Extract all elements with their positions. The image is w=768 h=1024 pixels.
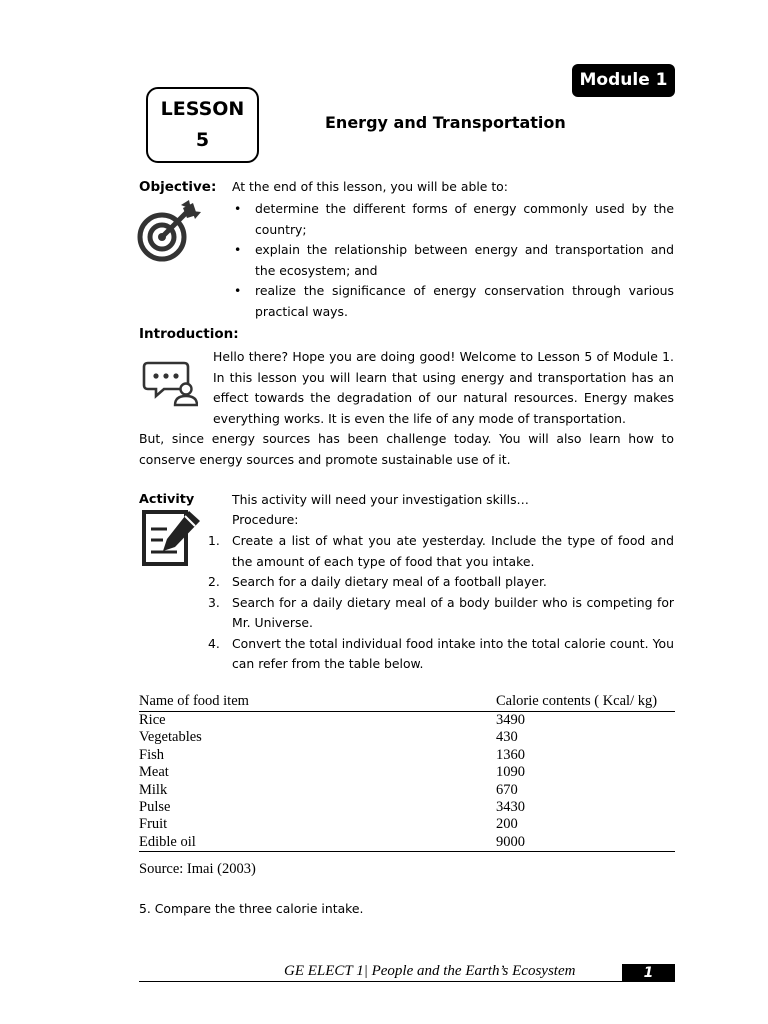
procedure-step: 2. Search for a daily dietary meal of a football player.	[208, 574, 547, 589]
table-cell: Pulse	[139, 799, 171, 816]
introduction-text-indented: Hello there? Hope you are doing good! Welcome to Lesson 5 of Module 1. In this lesson you will learn that using energy and transportation has an effect towards the degradation of our natural resources. Energy makes everything works. It is even the life of any mode of transportation.	[213, 349, 674, 426]
procedure-step-5: 5. Compare the three calorie intake.	[139, 901, 364, 916]
table-row	[139, 712, 675, 730]
table-header-cell: Calorie contents ( Kcal/ kg)	[496, 692, 675, 712]
table-cell: 9000	[496, 834, 675, 852]
lesson-label: LESSON	[160, 98, 245, 120]
table-header-cell: Name of food item	[139, 692, 496, 712]
activity-label: Activity	[139, 492, 195, 507]
table-cell: 1360	[496, 746, 525, 763]
table-cell: Milk	[139, 781, 168, 798]
objective-label: Objective:	[139, 179, 217, 195]
activity-intro: This activity will need your investigation skills…	[232, 492, 529, 507]
table-cell: 670	[496, 781, 518, 798]
table-source: Source: Imai (2003)	[139, 861, 256, 877]
footer-text: GE ELECT 1| People and the Earth’s Ecosystem	[284, 963, 576, 979]
lesson-number: 5	[195, 129, 210, 151]
procedure-step: 3. Search for a daily dietary meal of a body builder who is competing for Mr. Universe.	[208, 594, 674, 630]
table-header-row	[139, 692, 675, 712]
module-badge: Module 1	[572, 64, 675, 97]
table-row	[139, 782, 675, 799]
table-row	[139, 834, 675, 852]
table-row	[139, 764, 675, 781]
page-title: Energy and Transportation	[325, 113, 566, 132]
procedure-step: 1. Create a list of what you ate yesterday. Include the type of food and the amount of each type of food that you intake.	[208, 533, 674, 569]
objective-item: • realize the significance of energy conservation through various practical ways.	[232, 281, 674, 322]
introduction-label: Introduction:	[139, 326, 239, 342]
calorie-table	[139, 692, 675, 852]
chat-person-icon	[142, 361, 198, 407]
table-cell: Edible oil	[139, 834, 496, 852]
edit-document-icon	[141, 509, 203, 567]
table-cell: Rice	[139, 712, 166, 728]
objective-item: • explain the relationship between energy and transportation and the ecosystem; and	[232, 240, 674, 281]
objective-item: • determine the different forms of energy commonly used by the country;	[232, 199, 674, 240]
introduction-text: But, since energy sources has been challenge today. You will also learn how to conserve energy sources and promote sustainable use of it.	[139, 431, 674, 467]
lesson-box	[146, 87, 259, 163]
target-icon	[137, 199, 205, 263]
table-cell: Fruit	[139, 816, 168, 833]
footer-rule	[139, 981, 675, 982]
page-number: 1	[622, 964, 675, 982]
procedure-steps	[208, 531, 674, 675]
table-cell: 3430	[496, 799, 525, 816]
table-cell: Fish	[139, 746, 164, 763]
table-cell: 200	[496, 816, 518, 833]
procedure-label: Procedure:	[232, 512, 299, 527]
procedure-step: 4. Convert the total individual food intake into the total calorie count. You can refer from the table below.	[208, 635, 674, 671]
table-row	[139, 747, 675, 764]
table-cell: Vegetables	[139, 729, 202, 746]
table-row	[139, 729, 675, 746]
table-cell: 3490	[496, 712, 525, 728]
table-row	[139, 816, 675, 833]
objective-intro: At the end of this lesson, you will be able to:	[232, 179, 508, 194]
table-cell: 1090	[496, 764, 525, 781]
table-row	[139, 799, 675, 816]
table-cell: 430	[496, 729, 518, 746]
objective-list	[232, 199, 674, 322]
table-cell: Meat	[139, 764, 169, 781]
